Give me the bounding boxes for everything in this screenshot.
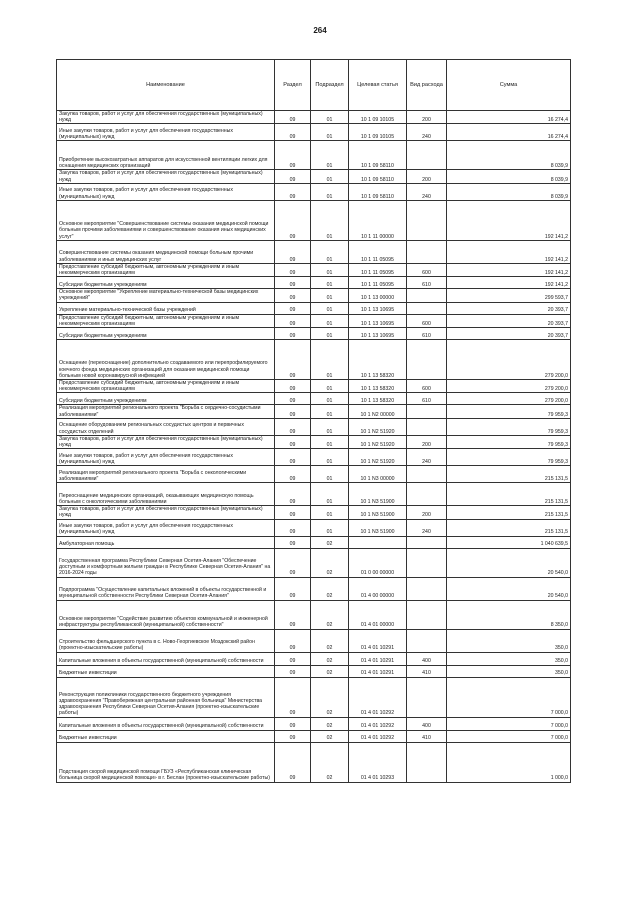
cell-subsection: 02 [311, 600, 349, 629]
cell-section: 09 [275, 600, 311, 629]
cell-section: 09 [275, 170, 311, 183]
cell-section: 09 [275, 577, 311, 600]
cell-name: Основное мероприятие "Содействие развитию объектов коммунальной и инженерной инфраструктуры республиканской (муниципальной) собственности" [57, 600, 275, 629]
cell-subsection: 01 [311, 466, 349, 483]
cell-exptype: 600 [407, 263, 447, 276]
cell-name: Реализация мероприятий регионального проекта "Борьба с сердечно-сосудистыми заболеваниями" [57, 405, 275, 418]
cell-subsection: 01 [311, 141, 349, 170]
cell-name: Субсидии бюджетным учреждениям [57, 328, 275, 340]
cell-subsection: 02 [311, 536, 349, 548]
cell-exptype: 610 [407, 393, 447, 405]
cell-section: 09 [275, 111, 311, 124]
table-row [57, 183, 571, 200]
cell-sum: 8 039,9 [447, 170, 571, 183]
cell-section: 09 [275, 677, 311, 717]
cell-section: 09 [275, 289, 311, 302]
cell-subsection: 01 [311, 328, 349, 340]
cell-name: Реконструкция поликлиники государственного бюджетного учреждения здравоохранения "Правобережная центральная районная больница" Министерства здравоохранения Республики Северная Осетия-Алания (проектно-изыскательские работы) [57, 677, 275, 717]
cell-name: Государственная программа Республики Северная Осетия-Алания "Обеспечение доступным и комфортным жильем граждан в Республике Северная Осетия-Алания" на 2016-2024 годы [57, 548, 275, 577]
cell-target: 01 4 01 00000 [349, 600, 407, 629]
cell-exptype: 240 [407, 519, 447, 536]
cell-exptype [407, 536, 447, 548]
cell-section: 09 [275, 466, 311, 483]
cell-sum: 7 000,0 [447, 717, 571, 730]
cell-subsection: 01 [311, 314, 349, 327]
cell-sum: 350,0 [447, 629, 571, 652]
cell-sum: 215 131,5 [447, 466, 571, 483]
cell-target: 01 4 01 10292 [349, 730, 407, 742]
cell-target: 01 4 01 10291 [349, 665, 407, 677]
cell-section: 09 [275, 141, 311, 170]
cell-target: 10 1 13 00000 [349, 289, 407, 302]
cell-section: 09 [275, 536, 311, 548]
cell-section: 09 [275, 380, 311, 393]
cell-exptype [407, 200, 447, 240]
cell-section: 09 [275, 418, 311, 435]
cell-name: Амбулаторная помощь [57, 536, 275, 548]
cell-sum: 7 000,0 [447, 677, 571, 717]
table-row [57, 483, 571, 506]
table-row [57, 677, 571, 717]
cell-exptype: 610 [407, 277, 447, 289]
table-row [57, 200, 571, 240]
cell-exptype [407, 600, 447, 629]
cell-name: Иные закупки товаров, работ и услуг для обеспечения государственных (муниципальных) нужд [57, 449, 275, 466]
cell-name: Совершенствование системы оказания медицинской помощи больным прочими заболеваниями и иных медицинских услуг [57, 240, 275, 263]
cell-subsection: 01 [311, 449, 349, 466]
cell-subsection: 01 [311, 519, 349, 536]
table-row [57, 263, 571, 276]
cell-sum: 8 039,9 [447, 183, 571, 200]
cell-section: 09 [275, 302, 311, 314]
cell-name: Капитальные вложения в объекты государственной (муниципальной) собственности [57, 652, 275, 665]
cell-section: 09 [275, 393, 311, 405]
header-expense-type: Вид расхода [407, 60, 447, 111]
header-section: Раздел [275, 60, 311, 111]
cell-exptype: 600 [407, 380, 447, 393]
cell-exptype [407, 240, 447, 263]
header-sum: Сумма [447, 60, 571, 111]
cell-sum: 192 141,2 [447, 263, 571, 276]
cell-name: Бюджетные инвестиции [57, 730, 275, 742]
table-row [57, 124, 571, 141]
cell-exptype [407, 405, 447, 418]
cell-exptype [407, 629, 447, 652]
cell-name: Предоставление субсидий бюджетным, автономным учреждениям и иным некоммерческим организациям [57, 380, 275, 393]
cell-target: 10 1 09 58110 [349, 170, 407, 183]
cell-target: 10 1 N2 51920 [349, 449, 407, 466]
cell-target: 10 1 09 58110 [349, 183, 407, 200]
cell-exptype [407, 340, 447, 380]
cell-name: Подстанция скорой медицинской помощи ГБУЗ «Республиканская клиническая больница скорой медицинской помощи» в г. Беслан (проектно-изыскательские работы) [57, 742, 275, 782]
cell-name: Закупка товаров, работ и услуг для обеспечения государственных (муниципальных) нужд [57, 435, 275, 448]
cell-section: 09 [275, 483, 311, 506]
cell-exptype: 410 [407, 665, 447, 677]
cell-exptype: 200 [407, 506, 447, 519]
cell-sum: 20 393,7 [447, 302, 571, 314]
cell-section: 09 [275, 200, 311, 240]
cell-subsection: 01 [311, 435, 349, 448]
cell-target: 10 1 N2 51920 [349, 435, 407, 448]
budget-table [56, 59, 571, 783]
cell-exptype: 240 [407, 124, 447, 141]
cell-name: Закупка товаров, работ и услуг для обеспечения государственных (муниципальных) нужд [57, 506, 275, 519]
cell-name: Бюджетные инвестиции [57, 665, 275, 677]
table-row [57, 240, 571, 263]
cell-subsection: 01 [311, 200, 349, 240]
cell-sum: 350,0 [447, 665, 571, 677]
cell-sum: 16 274,4 [447, 124, 571, 141]
cell-section: 09 [275, 183, 311, 200]
cell-exptype [407, 677, 447, 717]
cell-sum: 192 141,2 [447, 277, 571, 289]
cell-subsection: 01 [311, 302, 349, 314]
cell-sum: 215 131,5 [447, 483, 571, 506]
cell-subsection: 02 [311, 665, 349, 677]
cell-sum: 279 200,0 [447, 340, 571, 380]
cell-section: 09 [275, 742, 311, 782]
cell-subsection: 01 [311, 124, 349, 141]
cell-target: 01 4 01 10292 [349, 677, 407, 717]
table-row [57, 340, 571, 380]
cell-subsection: 01 [311, 170, 349, 183]
cell-subsection: 01 [311, 183, 349, 200]
cell-section: 09 [275, 629, 311, 652]
cell-target: 10 1 09 10105 [349, 124, 407, 141]
cell-target: 10 1 13 58320 [349, 393, 407, 405]
cell-exptype: 200 [407, 170, 447, 183]
cell-target: 01 4 01 10291 [349, 652, 407, 665]
table-row [57, 435, 571, 448]
table-row [57, 449, 571, 466]
cell-name: Иные закупки товаров, работ и услуг для обеспечения государственных (муниципальных) нужд [57, 124, 275, 141]
cell-exptype [407, 141, 447, 170]
cell-name: Закупка товаров, работ и услуг для обеспечения государственных (муниципальных) нужд [57, 111, 275, 124]
cell-subsection: 01 [311, 277, 349, 289]
cell-target: 10 1 11 05095 [349, 263, 407, 276]
cell-name: Оснащение (переоснащение) дополнительно создаваемого или перепрофилируемого коечного фонда медицинских организаций для оказания медицинской помощи больным новой коронавирусной инфекцией [57, 340, 275, 380]
cell-subsection: 01 [311, 418, 349, 435]
table-row [57, 519, 571, 536]
cell-name: Основное мероприятие "Укрепление материально-технической базы медицинских учреждений" [57, 289, 275, 302]
cell-sum: 79 959,3 [447, 449, 571, 466]
cell-sum: 8 350,0 [447, 600, 571, 629]
header-target-article: Целевая статья [349, 60, 407, 111]
table-row [57, 314, 571, 327]
cell-section: 09 [275, 314, 311, 327]
table-row [57, 380, 571, 393]
cell-target: 10 1 13 58320 [349, 380, 407, 393]
table-row [57, 717, 571, 730]
cell-target: 01 0 00 00000 [349, 548, 407, 577]
cell-sum: 279 200,0 [447, 380, 571, 393]
cell-target: 10 1 N3 51900 [349, 506, 407, 519]
cell-subsection: 01 [311, 111, 349, 124]
cell-section: 09 [275, 730, 311, 742]
cell-target: 10 1 11 05095 [349, 240, 407, 263]
cell-exptype: 600 [407, 314, 447, 327]
cell-exptype [407, 742, 447, 782]
cell-subsection: 02 [311, 652, 349, 665]
table-row [57, 170, 571, 183]
cell-sum: 20 393,7 [447, 314, 571, 327]
cell-section: 09 [275, 449, 311, 466]
table-row [57, 742, 571, 782]
header-name: Наименование [57, 60, 275, 111]
cell-exptype: 410 [407, 730, 447, 742]
cell-section: 09 [275, 435, 311, 448]
cell-target: 10 1 13 10695 [349, 302, 407, 314]
cell-section: 09 [275, 548, 311, 577]
cell-target [349, 536, 407, 548]
cell-section: 09 [275, 519, 311, 536]
table-row [57, 289, 571, 302]
table-row [57, 418, 571, 435]
cell-sum: 215 131,5 [447, 506, 571, 519]
cell-exptype [407, 289, 447, 302]
cell-section: 09 [275, 277, 311, 289]
cell-name: Иные закупки товаров, работ и услуг для обеспечения государственных (муниципальных) нужд [57, 183, 275, 200]
cell-subsection: 02 [311, 742, 349, 782]
cell-section: 09 [275, 263, 311, 276]
cell-name: Оснащение оборудованием региональных сосудистых центров и первичных сосудистых отделений [57, 418, 275, 435]
cell-target: 10 1 N3 51900 [349, 483, 407, 506]
header-subsection: Подраздел [311, 60, 349, 111]
cell-subsection: 01 [311, 506, 349, 519]
cell-subsection: 02 [311, 577, 349, 600]
table-row [57, 111, 571, 124]
cell-target: 10 1 11 05095 [349, 277, 407, 289]
cell-subsection: 01 [311, 405, 349, 418]
cell-subsection: 02 [311, 677, 349, 717]
cell-subsection: 01 [311, 240, 349, 263]
cell-section: 09 [275, 506, 311, 519]
cell-target: 10 1 13 10695 [349, 314, 407, 327]
cell-sum: 192 141,2 [447, 200, 571, 240]
cell-target: 01 4 01 10291 [349, 629, 407, 652]
cell-sum: 16 274,4 [447, 111, 571, 124]
cell-subsection: 01 [311, 289, 349, 302]
cell-name: Укрепление материально-технической базы учреждений [57, 302, 275, 314]
cell-section: 09 [275, 124, 311, 141]
cell-section: 09 [275, 405, 311, 418]
cell-name: Закупка товаров, работ и услуг для обеспечения государственных (муниципальных) нужд [57, 170, 275, 183]
table-row [57, 277, 571, 289]
cell-section: 09 [275, 328, 311, 340]
cell-exptype: 400 [407, 652, 447, 665]
cell-sum: 8 039,9 [447, 141, 571, 170]
cell-exptype: 240 [407, 449, 447, 466]
cell-target: 10 1 13 58320 [349, 340, 407, 380]
cell-sum: 7 000,0 [447, 730, 571, 742]
cell-target: 01 4 00 00000 [349, 577, 407, 600]
cell-subsection: 02 [311, 548, 349, 577]
cell-name: Предоставление субсидий бюджетным, автономным учреждениям и иным некоммерческим организациям [57, 314, 275, 327]
table-row [57, 600, 571, 629]
cell-exptype [407, 302, 447, 314]
cell-target: 10 1 N3 51900 [349, 519, 407, 536]
cell-sum: 79 959,3 [447, 405, 571, 418]
cell-section: 09 [275, 340, 311, 380]
cell-sum: 279 200,0 [447, 393, 571, 405]
cell-sum: 20 540,0 [447, 577, 571, 600]
cell-section: 09 [275, 665, 311, 677]
cell-subsection: 01 [311, 340, 349, 380]
cell-subsection: 02 [311, 717, 349, 730]
cell-sum: 299 593,7 [447, 289, 571, 302]
cell-sum: 79 959,3 [447, 418, 571, 435]
cell-exptype [407, 577, 447, 600]
cell-exptype [407, 548, 447, 577]
cell-target: 10 1 09 58110 [349, 141, 407, 170]
cell-target: 10 1 N3 00000 [349, 466, 407, 483]
cell-sum: 192 141,2 [447, 240, 571, 263]
cell-section: 09 [275, 717, 311, 730]
table-row [57, 629, 571, 652]
table-row [57, 466, 571, 483]
cell-section: 09 [275, 240, 311, 263]
cell-exptype: 200 [407, 111, 447, 124]
cell-target: 01 4 01 10293 [349, 742, 407, 782]
table-row [57, 536, 571, 548]
cell-subsection: 02 [311, 730, 349, 742]
table-row [57, 665, 571, 677]
cell-exptype [407, 466, 447, 483]
cell-name: Строительство фельдшерского пункта в с. Ново-Георгиевское Моздокский район (проектно-изыскательские работы) [57, 629, 275, 652]
cell-target: 01 4 01 10292 [349, 717, 407, 730]
cell-subsection: 01 [311, 263, 349, 276]
cell-name: Субсидии бюджетным учреждениям [57, 393, 275, 405]
table-row [57, 730, 571, 742]
cell-exptype: 200 [407, 435, 447, 448]
cell-sum: 20 540,0 [447, 548, 571, 577]
table-row [57, 548, 571, 577]
cell-exptype: 610 [407, 328, 447, 340]
cell-subsection: 01 [311, 483, 349, 506]
table-row [57, 577, 571, 600]
cell-name: Подпрограмма "Осуществление капитальных вложений в объекты государственной и муниципальной собственности Республики Северная Осетия-Алания" [57, 577, 275, 600]
cell-target: 10 1 11 00000 [349, 200, 407, 240]
cell-name: Иные закупки товаров, работ и услуг для обеспечения государственных (муниципальных) нужд [57, 519, 275, 536]
table-row [57, 506, 571, 519]
cell-sum: 1 000,0 [447, 742, 571, 782]
cell-name: Реализация мероприятий регионального проекта "Борьба с онкологическими заболеваниями" [57, 466, 275, 483]
cell-sum: 20 393,7 [447, 328, 571, 340]
cell-name: Предоставление субсидий бюджетным, автономным учреждениям и иным некоммерческим организациям [57, 263, 275, 276]
cell-exptype [407, 418, 447, 435]
cell-sum: 1 040 639,5 [447, 536, 571, 548]
cell-target: 10 1 09 10105 [349, 111, 407, 124]
cell-sum: 350,0 [447, 652, 571, 665]
table-header-row [57, 60, 571, 111]
cell-name: Капитальные вложения в объекты государственной (муниципальной) собственности [57, 717, 275, 730]
cell-subsection: 02 [311, 629, 349, 652]
table-row [57, 141, 571, 170]
table-row [57, 652, 571, 665]
cell-exptype: 400 [407, 717, 447, 730]
cell-name: Переоснащение медицинских организаций, оказывающих медицинскую помощь больным с онкологическими заболеваниями [57, 483, 275, 506]
table-row [57, 405, 571, 418]
cell-target: 10 1 N2 51920 [349, 418, 407, 435]
cell-target: 10 1 13 10695 [349, 328, 407, 340]
cell-sum: 215 131,5 [447, 519, 571, 536]
table-row [57, 302, 571, 314]
cell-sum: 79 959,3 [447, 435, 571, 448]
cell-exptype [407, 483, 447, 506]
cell-section: 09 [275, 652, 311, 665]
cell-target: 10 1 N2 00000 [349, 405, 407, 418]
table-row [57, 393, 571, 405]
cell-subsection: 01 [311, 393, 349, 405]
cell-exptype: 240 [407, 183, 447, 200]
cell-name: Приобретение высокозатратных аппаратов для искусственной вентиляции легких для оснащения медицинских организаций [57, 141, 275, 170]
cell-name: Субсидии бюджетным учреждениям [57, 277, 275, 289]
cell-name: Основное мероприятие "Совершенствование системы оказания медицинской помощи больным прочими заболеваниями и совершенствование оказания иных медицинских услуг" [57, 200, 275, 240]
table-row [57, 328, 571, 340]
page-number: 264 [313, 26, 327, 35]
cell-subsection: 01 [311, 380, 349, 393]
